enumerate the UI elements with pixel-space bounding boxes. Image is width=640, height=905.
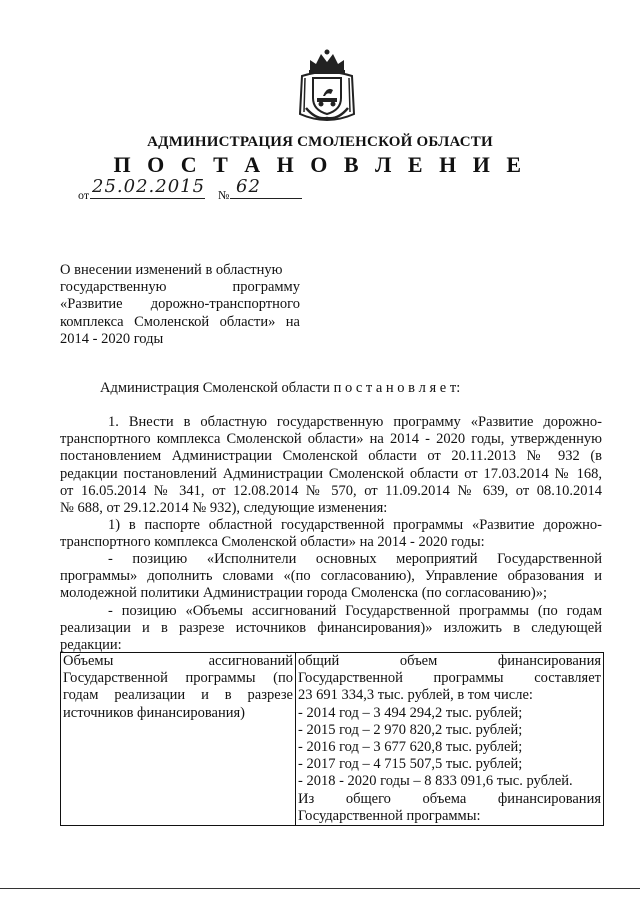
handwritten-number: 62 bbox=[236, 176, 261, 197]
document-subject bbox=[60, 262, 300, 348]
table-row bbox=[61, 653, 604, 826]
cell-line: - 2017 год – 4 715 507,5 тыс. рублей; bbox=[298, 756, 523, 773]
paragraph-1 bbox=[60, 414, 602, 517]
cell-line: Объемы ассигнований bbox=[63, 653, 293, 669]
paragraph-line: редакции постановлений Администрации Смоленской области от 17.03.2014 № 168, bbox=[60, 465, 602, 482]
coat-of-arms-icon bbox=[296, 48, 358, 124]
subject-line: 2014 - 2020 годы bbox=[60, 330, 164, 347]
paragraph-line: молодежной политики Администрации города Смоленска (по согласованию)»; bbox=[60, 585, 547, 602]
handwritten-date: 25.02.2015 bbox=[92, 176, 206, 197]
paragraph-line: 1. Внести в областную государственную программу «Развитие дорожно- bbox=[108, 414, 602, 430]
paragraph-3 bbox=[60, 551, 602, 603]
paragraph-2 bbox=[60, 517, 602, 551]
cell-line: - 2018 - 2020 годы – 8 833 091,6 тыс. рублей. bbox=[298, 773, 573, 790]
number-underline bbox=[230, 198, 302, 199]
subject-line: комплекса Смоленской области» на bbox=[60, 313, 300, 330]
subject-line: «Развитие дорожно-транспортного bbox=[60, 296, 300, 313]
subject-line: государственную программу bbox=[60, 279, 300, 296]
paragraph-4 bbox=[60, 603, 602, 655]
date-underline bbox=[90, 198, 205, 199]
cell-line: - 2016 год – 3 677 620,8 тыс. рублей; bbox=[298, 739, 523, 756]
cell-line: Государственной программы (по bbox=[63, 670, 293, 687]
paragraph-line: реализации и в разрезе источников финансирования)» изложить в следующей bbox=[60, 620, 602, 637]
page-bottom-rule bbox=[0, 888, 640, 889]
number-prefix: № bbox=[218, 188, 230, 202]
organization-name: АДМИНИСТРАЦИЯ СМОЛЕНСКОЙ ОБЛАСТИ bbox=[147, 134, 493, 150]
cell-line: годам реализации и в разрезе bbox=[63, 687, 293, 704]
paragraph-line: транспортного комплекса Смоленской области» на 2014 - 2020 годы, утвержденную bbox=[60, 431, 602, 448]
cell-line: Из общего объема финансирования bbox=[298, 790, 601, 807]
paragraph-line: постановлением Администрации Смоленской области от 20.11.2013 № 932 (в bbox=[60, 448, 602, 465]
cell-line: общий объем финансирования bbox=[298, 653, 601, 669]
table-cell-label bbox=[61, 653, 296, 826]
paragraph-line: редакции: bbox=[60, 637, 122, 654]
cell-line: источников финансирования) bbox=[63, 704, 245, 721]
cell-line: Государственной программы: bbox=[298, 807, 481, 824]
paragraph-line: от 16.05.2014 № 341, от 12.08.2014 № 570, от 11.09.2014 № 639, от 08.10.2014 bbox=[60, 482, 602, 499]
cell-line: - 2014 год – 3 494 294,2 тыс. рублей; bbox=[298, 704, 523, 721]
paragraph-line: № 688, от 29.12.2014 № 932), следующие изменения: bbox=[60, 500, 388, 517]
paragraph-line: транспортного комплекса Смоленской области» на 2014 - 2020 годы: bbox=[60, 534, 485, 551]
table-cell-value bbox=[296, 653, 604, 826]
cell-line: - 2015 год – 2 970 820,2 тыс. рублей; bbox=[298, 721, 523, 738]
subject-line: О внесении изменений в областную bbox=[60, 262, 283, 278]
resolution-intro: Администрация Смоленской области п о с т а н о в л я е т: bbox=[100, 380, 461, 396]
paragraph-line: - позицию «Объемы ассигнований Государственной программы (по годам bbox=[108, 603, 602, 619]
paragraph-line: - позицию «Исполнители основных мероприятий Государственной bbox=[108, 551, 602, 567]
funding-table bbox=[60, 652, 604, 826]
cell-line: 23 691 334,3 тыс. рублей, в том числе: bbox=[298, 687, 533, 704]
date-prefix: от bbox=[78, 188, 90, 202]
paragraph-line: программы» дополнить словами «(по согласованию), Управление образования и bbox=[60, 568, 602, 585]
paragraph-line: 1) в паспорте областной государственной программы «Развитие дорожно- bbox=[108, 517, 602, 533]
document-type: П О С Т А Н О В Л Е Н И Е bbox=[113, 152, 527, 177]
cell-line: Государственной программы составляет bbox=[298, 670, 601, 687]
